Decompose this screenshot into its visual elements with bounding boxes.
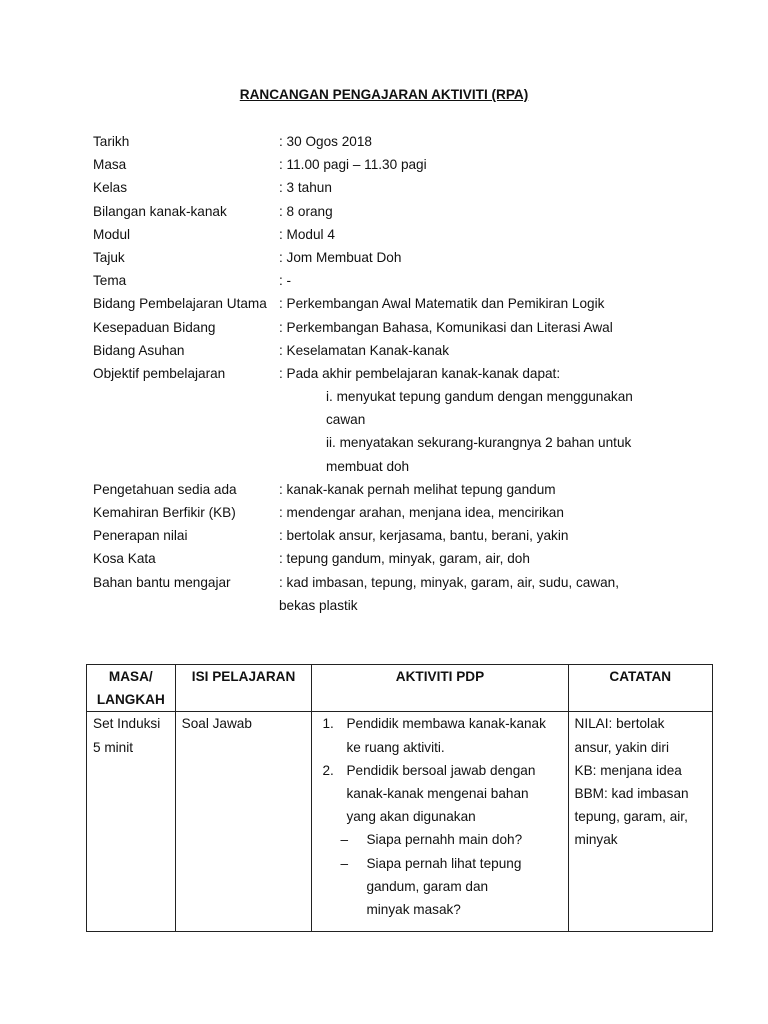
objective-text: ii. menyatakan sekurang-kurangnya 2 bahan untuk [326,435,632,451]
info-label: Bahan bantu mengajar [93,574,231,590]
info-value: : kanak-kanak pernah melihat tepung gandum [279,481,556,497]
cell-text: Set Induksi [93,716,161,732]
info-row-objektif [93,362,693,385]
question-text: Siapa pernahh main doh? [366,832,523,848]
info-row-bidang-utama [93,292,693,315]
header-isi-pelajaran [175,665,312,712]
info-label: Bilangan kanak-kanak [93,203,227,219]
info-row-nilai [93,524,693,547]
info-label: Tajuk [93,249,125,265]
cell-catatan [568,712,712,932]
info-row-kemahiran [93,501,693,524]
note-text: ansur, yakin diri [574,739,669,755]
header-aktiviti-pdp [312,665,568,712]
info-label: Penerapan nilai [93,528,188,544]
info-value: : 30 Ogos 2018 [279,134,372,149]
step-number: 1. [322,716,334,732]
objective-line [93,455,693,478]
question-text: minyak masak? [366,902,461,918]
info-value: : Jom Membuat Doh [279,249,402,265]
info-row-pengetahuan [93,478,693,501]
cell-text: Soal Jawab [181,716,252,732]
info-value: : mendengar arahan, menjana idea, mencirikan [279,505,564,520]
table-row [87,712,713,932]
info-row-tarikh [93,130,693,153]
cell-isi [175,712,312,932]
activity-steps [318,712,561,828]
objective-line [93,385,693,408]
info-value: : 8 orang [279,203,333,219]
info-label: Kesepaduan Bidang [93,319,216,335]
list-item [318,852,561,922]
info-value: : tepung gandum, minyak, garam, air, doh [279,551,530,567]
info-value-continued: bekas plastik [279,597,358,613]
question-text: gandum, garam dan [366,878,489,894]
note-text: KB: menjana idea [574,762,682,778]
info-value: : 3 tahun [279,180,332,196]
question-text: Siapa pernah lihat tepung [366,855,522,871]
list-item [318,712,561,758]
info-label: Kosa Kata [93,551,156,567]
info-value: : 11.00 pagi – 11.30 pagi [279,157,427,173]
info-row-asuhan [93,339,693,362]
info-label: Bidang Pembelajaran Utama [93,296,267,312]
note-text: BBM: kad imbasan [574,786,689,802]
info-label: Pengetahuan sedia ada [93,481,237,497]
info-label: Kemahiran Berfikir (KB) [93,505,236,520]
info-value: : kad imbasan, tepung, minyak, garam, air, sudu, cawan, [279,574,620,590]
objective-line [93,431,693,454]
cell-text: 5 minit [93,739,134,755]
info-value: : Pada akhir pembelajaran kanak-kanak dapat: [279,365,561,381]
step-text: Pendidik membawa kanak-kanak [346,716,546,732]
header-masa-langkah [87,665,176,712]
info-row-kelas [93,176,693,199]
info-value: : Modul 4 [279,226,335,242]
info-label: Masa [93,157,127,173]
info-label: Modul [93,226,131,242]
table-header-row [87,665,713,712]
info-value: : bertolak ansur, kerjasama, bantu, berani, yakin [279,528,569,544]
header-text: CATATAN [609,669,672,684]
info-value: : Perkembangan Bahasa, Komunikasi dan Literasi Awal [279,319,613,335]
lesson-table [86,664,713,932]
info-value: : - [279,273,292,289]
info-label: Tema [93,273,127,289]
objective-text: i. menyukat tepung gandum dengan menggunakan [326,389,633,405]
header-text: ISI PELAJARAN [191,669,296,684]
objective-text: cawan [326,412,366,428]
info-row-bilangan [93,200,693,223]
info-row-bahan-bantu [93,571,693,594]
note-text: NILAI: bertolak [574,716,665,732]
info-row-tajuk [93,246,693,269]
header-text: AKTIVITI PDP [395,669,485,684]
step-number: 2. [322,762,334,778]
header-text: LANGKAH [96,692,165,708]
info-label: Objektif pembelajaran [93,365,226,381]
objective-text: membuat doh [326,458,410,474]
info-row-tema [93,269,693,292]
info-row-masa [93,153,693,176]
objective-line [93,408,693,431]
info-label: Tarikh [93,134,130,149]
step-text: ke ruang aktiviti. [346,739,445,755]
info-section [93,130,693,617]
info-row-kosa-kata [93,547,693,570]
cell-aktiviti [312,712,568,932]
list-item [318,759,561,829]
step-text: Pendidik bersoal jawab dengan [346,762,536,778]
info-row-bahan-bantu-cont [93,594,693,617]
document-title: RANCANGAN PENGAJARAN AKTIVITI (RPA) [239,87,529,102]
info-row-kesepaduan [93,316,693,339]
info-value: : Keselamatan Kanak-kanak [279,342,450,358]
step-text: kanak-kanak mengenai bahan [346,786,529,802]
cell-masa [87,712,176,932]
note-text: minyak [574,832,618,848]
info-row-modul [93,223,693,246]
info-value: : Perkembangan Awal Matematik dan Pemikiran Logik [279,296,605,312]
header-text: MASA/ [108,669,153,684]
note-text: tepung, garam, air, [574,809,688,825]
step-text: yang akan digunakan [346,809,476,825]
question-list [318,828,561,921]
info-label: Bidang Asuhan [93,342,185,358]
header-catatan [568,665,712,712]
list-item [318,828,561,851]
dash-bullet: – [340,832,348,848]
info-label: Kelas [93,180,128,196]
dash-bullet: – [340,855,348,871]
